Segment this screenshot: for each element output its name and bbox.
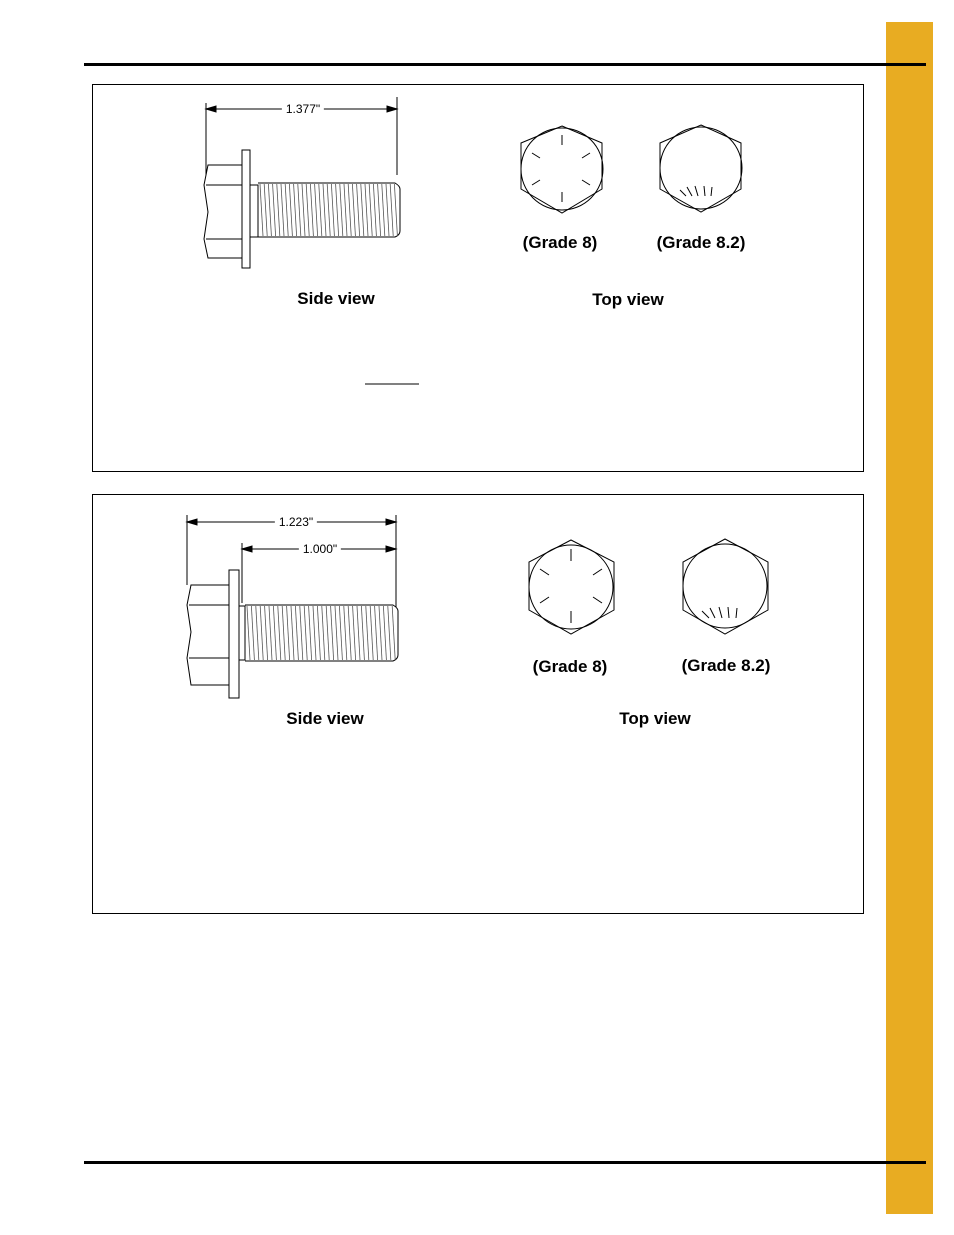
thread-line xyxy=(260,606,263,660)
thread-line xyxy=(294,184,297,236)
thread-line xyxy=(370,606,373,660)
top-rule xyxy=(84,63,926,66)
thread-line xyxy=(268,184,271,236)
grade-8-2-label: (Grade 8.2) xyxy=(681,656,771,675)
thread-line xyxy=(282,606,285,660)
overall-length-label: 1.223" xyxy=(275,515,317,529)
thread-line xyxy=(269,606,272,660)
thread-line xyxy=(302,184,305,236)
grade-8-2-label: (Grade 8.2) xyxy=(656,233,746,252)
overall-length-label: 1.377" xyxy=(282,102,324,116)
thread-line xyxy=(386,184,389,236)
thread-line xyxy=(361,184,364,236)
thread-line xyxy=(352,184,355,236)
thread-line xyxy=(298,184,301,236)
thread-line xyxy=(357,606,360,660)
grade-8-head-1 xyxy=(521,126,603,213)
thread-line xyxy=(278,606,281,660)
thread-line xyxy=(264,184,267,236)
thread-line xyxy=(335,606,338,660)
thread-line xyxy=(285,184,288,236)
thread-line xyxy=(375,606,378,660)
thread-line xyxy=(379,606,382,660)
bottom-rule xyxy=(84,1161,926,1164)
thread-line xyxy=(390,184,393,236)
grade-8-label: (Grade 8) xyxy=(522,233,598,252)
thread-line xyxy=(251,606,254,660)
thread-line xyxy=(369,184,372,236)
thread-line xyxy=(273,184,276,236)
thread-line xyxy=(277,184,280,236)
thread-line xyxy=(344,184,347,236)
thread-line xyxy=(260,184,263,236)
thread-line xyxy=(326,606,329,660)
thread-line xyxy=(310,184,313,236)
thread-line xyxy=(340,184,343,236)
thread-length-label: 1.000" xyxy=(299,542,341,556)
grade-8-label: (Grade 8) xyxy=(532,657,608,676)
thread-line xyxy=(361,606,364,660)
thread-line xyxy=(287,606,290,660)
thread-line xyxy=(315,184,318,236)
side-view-caption: Side view xyxy=(297,289,375,308)
thread-line xyxy=(373,184,376,236)
bolt-drawing-1 xyxy=(93,85,865,473)
grade-8-2-head-1 xyxy=(660,125,742,212)
thread-line xyxy=(348,606,351,660)
thread-line xyxy=(281,184,284,236)
thread-line xyxy=(317,606,320,660)
thread-line xyxy=(322,606,325,660)
thread-line xyxy=(323,184,326,236)
bolt-drawing-2 xyxy=(93,495,865,915)
thread-line xyxy=(331,606,334,660)
bolt-panel-1 xyxy=(92,84,864,472)
grade-8-head-2 xyxy=(529,540,614,634)
thread-line xyxy=(392,606,395,660)
thread-line xyxy=(306,184,309,236)
grade-8-2-head-2 xyxy=(683,539,768,634)
thread-line xyxy=(300,606,303,660)
section-tab xyxy=(886,22,933,1214)
thread-line xyxy=(382,184,385,236)
thread-line xyxy=(289,184,292,236)
thread-line xyxy=(344,606,347,660)
thread-line xyxy=(295,606,298,660)
thread-line xyxy=(309,606,312,660)
thread-line xyxy=(247,606,250,660)
thread-line xyxy=(313,606,316,660)
thread-line xyxy=(256,606,259,660)
thread-line xyxy=(348,184,351,236)
thread-line xyxy=(304,606,307,660)
thread-line xyxy=(273,606,276,660)
thread-line xyxy=(383,606,386,660)
thread-line xyxy=(388,606,391,660)
thread-line xyxy=(336,184,339,236)
bolt-panel-2 xyxy=(92,494,864,914)
thread-line xyxy=(378,184,381,236)
thread-line xyxy=(327,184,330,236)
thread-line xyxy=(357,184,360,236)
thread-line xyxy=(394,184,397,236)
thread-line xyxy=(366,606,369,660)
thread-line xyxy=(265,606,268,660)
thread-line xyxy=(353,606,356,660)
thread-line xyxy=(339,606,342,660)
thread-line xyxy=(319,184,322,236)
thread-line xyxy=(331,184,334,236)
top-view-caption: Top view xyxy=(619,709,691,728)
thread-line xyxy=(365,184,368,236)
top-view-caption: Top view xyxy=(592,290,664,309)
side-view-caption: Side view xyxy=(286,709,364,728)
thread-line xyxy=(291,606,294,660)
